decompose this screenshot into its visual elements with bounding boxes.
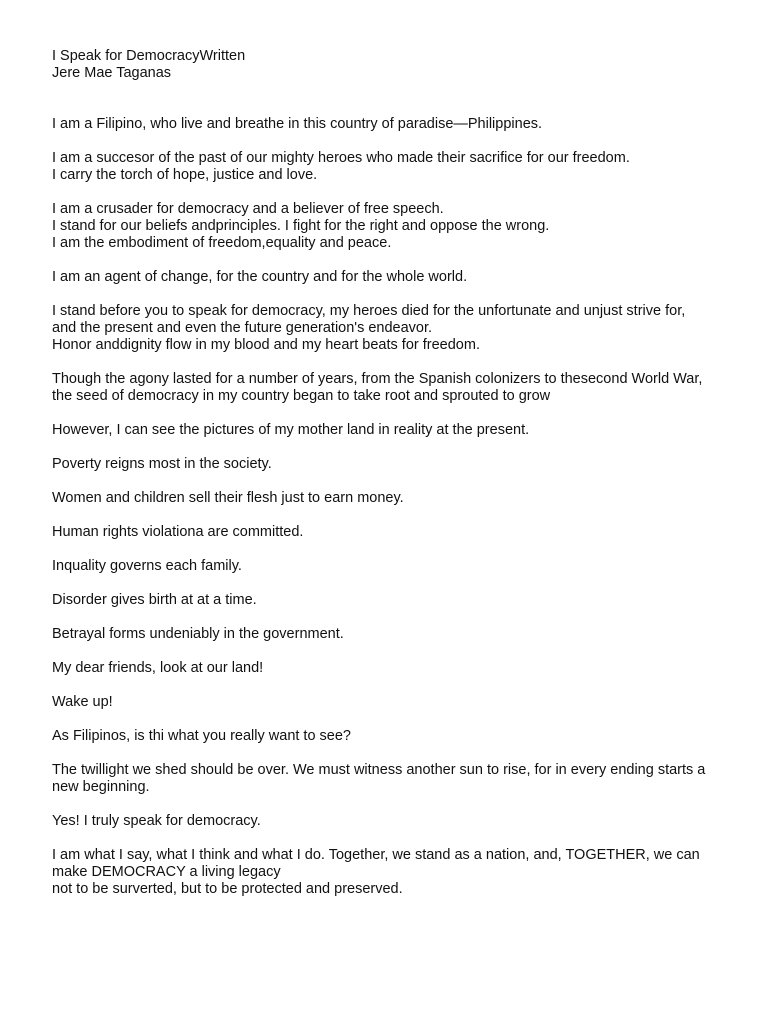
speech-line: the seed of democracy in my country began to take root and sprouted to grow (52, 388, 551, 404)
document-author: Jere Mae Taganas (52, 65, 172, 81)
speech-line: I am the embodiment of freedom,equality and peace. (52, 235, 392, 251)
speech-line: I carry the torch of hope, justice and love. (52, 167, 318, 183)
speech-paragraph (52, 422, 722, 439)
speech-line: I am a crusader for democracy and a believer of free speech. (52, 201, 444, 217)
speech-line: Inquality governs each family. (52, 558, 242, 574)
speech-line: Poverty reigns most in the society. (52, 456, 272, 472)
speech-body (52, 116, 722, 898)
speech-line: I stand for our beliefs andprinciples. I fight for the right and oppose the wrong. (52, 218, 550, 234)
speech-paragraph (52, 728, 722, 745)
speech-paragraph (52, 592, 722, 609)
speech-paragraph (52, 150, 722, 184)
speech-line: not to be surverted, but to be protected and preserved. (52, 881, 403, 897)
speech-line: Disorder gives birth at at a time. (52, 592, 257, 608)
speech-paragraph (52, 694, 722, 711)
speech-line: I am a succesor of the past of our mighty heroes who made their sacrifice for our freedom. (52, 150, 630, 166)
speech-paragraph (52, 524, 722, 541)
speech-paragraph (52, 813, 722, 830)
speech-paragraph (52, 371, 722, 405)
document-page (52, 48, 722, 915)
speech-line: As Filipinos, is thi what you really want to see? (52, 728, 351, 744)
speech-paragraph (52, 558, 722, 575)
document-header (52, 48, 722, 82)
speech-line: Honor anddignity flow in my blood and my heart beats for freedom. (52, 337, 480, 353)
speech-paragraph (52, 269, 722, 286)
speech-paragraph (52, 847, 722, 898)
speech-line: I am what I say, what I think and what I do. Together, we stand as a nation, and, TOGETHER, we can make DEMOCRACY a living legacy (52, 847, 704, 880)
speech-paragraph (52, 762, 722, 796)
speech-line: I stand before you to speak for democracy, my heroes died for the unfortunate and unjust strive for, (52, 303, 686, 319)
speech-line: and the present and even the future generation's endeavor. (52, 320, 433, 336)
speech-line: I am a Filipino, who live and breathe in this country of paradise—Philippines. (52, 116, 543, 132)
speech-paragraph (52, 201, 722, 252)
speech-paragraph (52, 456, 722, 473)
speech-line: I am an agent of change, for the country and for the whole world. (52, 269, 468, 285)
speech-line: The twillight we shed should be over. We must witness another sun to rise, for in every ending starts a new beginning. (52, 762, 710, 795)
speech-paragraph (52, 626, 722, 643)
speech-paragraph (52, 490, 722, 507)
speech-line: Women and children sell their flesh just to earn money. (52, 490, 404, 506)
speech-line: Though the agony lasted for a number of years, from the Spanish colonizers to thesecond World War, (52, 371, 703, 387)
speech-line: Human rights violationa are committed. (52, 524, 304, 540)
speech-line: Yes! I truly speak for democracy. (52, 813, 261, 829)
speech-paragraph (52, 660, 722, 677)
speech-paragraph (52, 303, 722, 354)
document-title: I Speak for DemocracyWritten (52, 48, 246, 64)
speech-line: Wake up! (52, 694, 113, 710)
speech-line: My dear friends, look at our land! (52, 660, 264, 676)
speech-line: Betrayal forms undeniably in the government. (52, 626, 344, 642)
speech-paragraph (52, 116, 722, 133)
speech-line: However, I can see the pictures of my mother land in reality at the present. (52, 422, 530, 438)
